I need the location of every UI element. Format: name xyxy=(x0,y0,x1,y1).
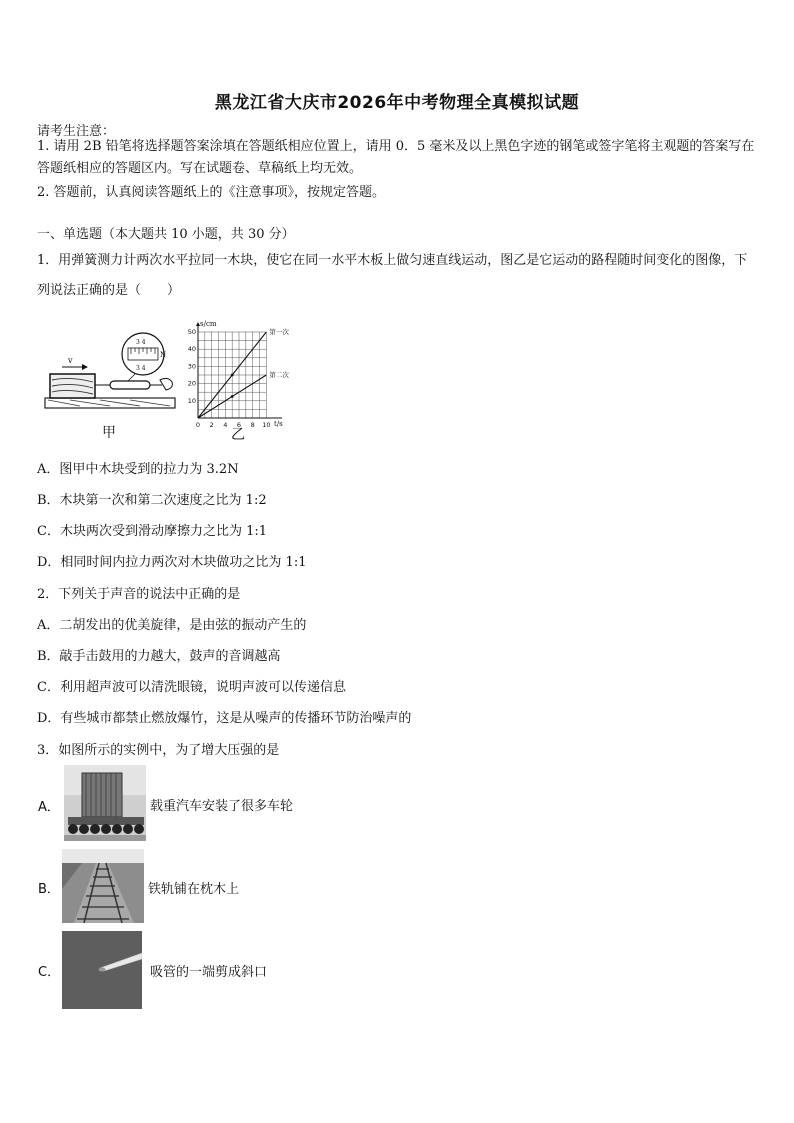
notice-item-1: 1. 请用 2B 铅笔将选择题答案涂填在答题纸相应位置上，请用 0．5 毫米及以上黑色字迹的钢笔或签字笔将主观题的答案写在答题纸相应的答题区内。写在试题卷、草稿纸上均无效。 xyxy=(37,139,755,176)
q3-option-c-text: 吸管的一端剪成斜口 xyxy=(150,965,268,980)
q1-option-c: C．木块两次受到滑动摩擦力之比为 1:1 xyxy=(37,524,268,539)
q3-stem: 3．如图所示的实例中，为了增大压强的是 xyxy=(37,743,280,758)
series-label: 第二次 xyxy=(269,371,289,379)
truck-image xyxy=(64,765,146,841)
hand xyxy=(160,378,172,390)
y-tick-label: 30 xyxy=(187,362,196,371)
x-tick-label: 8 xyxy=(250,421,255,429)
svg-text:3 4: 3 4 xyxy=(136,339,146,346)
x-tick-label: 10 xyxy=(262,421,271,429)
svg-text:3 4: 3 4 xyxy=(136,365,146,372)
q3-option-b-label: B． xyxy=(38,882,60,897)
y-tick-label: 40 xyxy=(187,345,196,354)
q1-st-chart xyxy=(186,312,304,430)
q2-option-c: C．利用超声波可以清洗眼镜，说明声波可以传递信息 xyxy=(37,680,346,695)
svg-text:v: v xyxy=(68,356,73,365)
q1-option-a: A．图甲中木块受到的拉力为 3.2N xyxy=(37,462,239,477)
spring-scale xyxy=(110,381,150,389)
y-axis-label: s/cm xyxy=(200,320,217,328)
q2-option-b: B．敲手击鼓用的力越大，鼓声的音调越高 xyxy=(37,649,281,664)
series-label: 第一次 xyxy=(269,328,289,336)
y-tick-label: 20 xyxy=(187,379,196,388)
q2-stem: 2．下列关于声音的说法中正确的是 xyxy=(37,587,241,602)
series-point xyxy=(231,374,234,377)
x-axis-label: t/s xyxy=(274,420,283,428)
x-tick-label: 0 xyxy=(195,421,201,429)
x-tick-label: 6 xyxy=(236,421,242,429)
q1-figure-left xyxy=(40,330,180,430)
straw-image xyxy=(62,931,142,1009)
q3-option-a-label: A． xyxy=(38,800,60,815)
q3-option-c-label: C． xyxy=(38,965,61,980)
notice-heading: 请考生注意： xyxy=(37,124,116,139)
notice-item-2: 2. 答题前，认真阅读答题纸上的《注意事项》，按规定答题。 xyxy=(37,185,386,200)
y-tick-label: 10 xyxy=(187,396,196,405)
q3-option-a-text: 载重汽车安装了很多车轮 xyxy=(150,799,294,814)
page-title: 黑龙江省大庆市2026年中考物理全真模拟试题 xyxy=(214,93,580,113)
wood-block xyxy=(50,374,95,398)
fig-right-label: 乙 xyxy=(231,427,245,443)
railway-image xyxy=(62,849,144,923)
q1-option-d: D．相同时间内拉力两次对木块做功之比为 1:1 xyxy=(37,555,307,570)
x-tick-label: 2 xyxy=(209,421,214,429)
series-point xyxy=(231,395,234,398)
fig-left-label: 甲 xyxy=(102,425,116,441)
y-tick-label: 50 xyxy=(187,328,196,336)
q2-option-a: A．二胡发出的优美旋律，是由弦的振动产生的 xyxy=(37,618,307,633)
section-heading: 一、单选题（本大题共 10 小题，共 30 分） xyxy=(37,227,295,242)
svg-text:N: N xyxy=(160,351,167,359)
q1-stem: 1．用弹簧测力计两次水平拉同一木块，使它在同一水平木板上做匀速直线运动，图乙是它运动的路程随时间变化的图像，下列说法正确的是（ ） xyxy=(37,253,748,298)
x-tick-label: 4 xyxy=(223,421,228,429)
q2-option-d: D．有些城市都禁止燃放爆竹，这是从噪声的传播环节防治噪声的 xyxy=(37,711,412,726)
q1-option-b: B．木块第一次和第二次速度之比为 1:2 xyxy=(37,493,267,508)
q3-option-b-text: 铁轨铺在枕木上 xyxy=(148,882,240,897)
